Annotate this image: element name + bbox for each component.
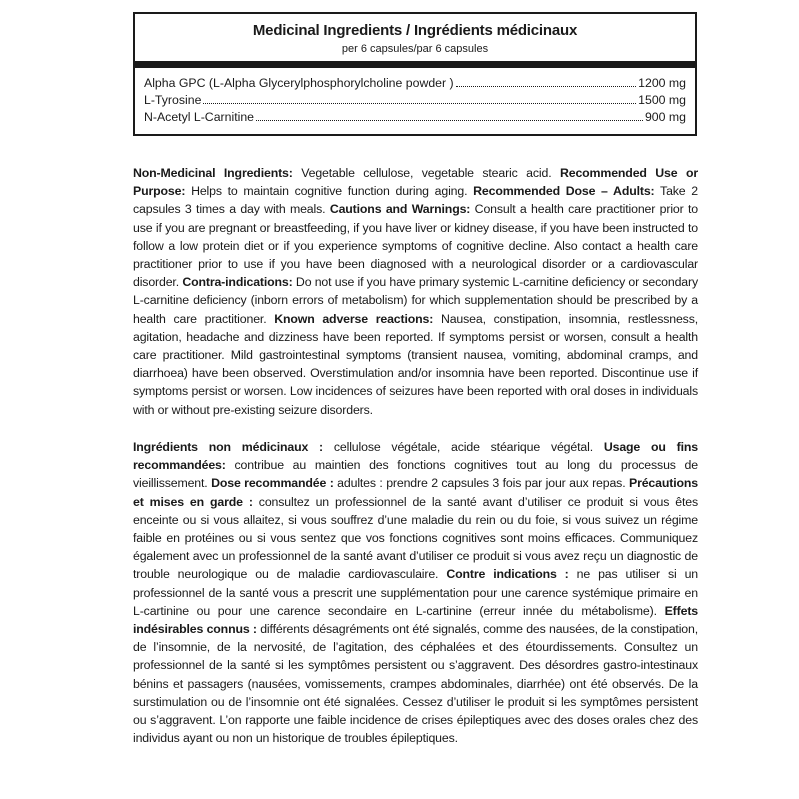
box-title: Medicinal Ingredients / Ingrédients médicinaux [252,22,578,39]
dose-recommandee-text: adultes : prendre 2 capsules 3 fois par jour aux repas. [333,476,629,491]
effets-indesirables-label: Effets indésirables connus : [133,603,698,637]
french-paragraph [133,438,698,747]
medicinal-ingredients-box [133,12,697,136]
dot-leader [456,76,637,87]
adverse-reactions-label: Known adverse reactions: [274,311,434,326]
contre-indications-text: ne pas utiliser si un professionnel de la santé vous a prescrit une supplémentation pour une carence systémique primaire en L-cartinine ou pour une carence secondaire en L-cartinine (erreur innée du métabolisme). [133,567,699,618]
ingredient-amount: 1500 mg [638,93,686,107]
usage-text: contribue au maintien des fonctions cognitives tout au long du processus de vieillissement. [133,458,698,491]
heavy-rule [135,61,695,68]
english-paragraph [133,164,698,419]
contre-indications-label: Contre indications : [446,567,569,582]
cautions-label: Cautions and Warnings: [329,202,471,217]
cautions-text: Consult a health care practitioner prior to use if you are pregnant or breastfeeding, if you have liver or kidney disease, if you have been instructed to follow a low protein diet or if you experience symptoms of cognitive decline. Also contact a health care practitioner prior to use if you have been diagnosed with a neurological disorder or a cardiovascular disorder. [133,202,698,290]
dot-leader [256,110,643,121]
ingredient-amount: 900 mg [644,110,686,124]
contra-indications-text: Do not use if you have primary systemic L-carnitine deficiency or secondary L-carnitine deficiency (inborn errors of metabolism) for which supplementation should be prescribed by a health care practitioner. [133,275,698,326]
dot-leader [203,93,636,104]
ingredient-name: L-Tyrosine [144,93,202,107]
effets-indesirables-text: différents désagréments ont été signalés, comme des nausées, de la constipation, de l’insomnie, de la nervosité, de l’agitation, des céphalées et des étourdissements. Consultez un professionnel de la santé si les symptômes persistent ou s’aggravent. Des désordres gastro-intestinaux bénins et passagers (nausées, vomissements, crampes abdominales, diarrhée) ont été observés. De la surstimulation ou de l’insomnie ont été signalées. Cessez d’utiliser le produit si les symptômes persistent ou s’aggravent. L’on rapporte une faible incidence de crises épileptiques avec des doses orales chez des individus ayant ou non un historique de troubles épileptiques. [133,622,699,746]
ingredient-list [144,75,686,126]
recommended-use-text: Helps to maintain cognitive function during aging. [185,184,474,199]
precautions-text: consultez un professionnel de la santé avant d’utiliser ce produit si vous êtes enceinte ou si vous allaitez, si vous souffrez d’une maladie du rein ou du foie, si vous suivez un régime faible en protéines ou si vous sentez que vos fonctions cognitives sont moins efficaces. Communiquez également avec un professionnel de la santé avant d’utiliser ce produit si vous avez reçu un diagnostic de trouble neurologique ou de maladie cardiovasculaire. [133,494,698,582]
ingredients-non-medicinaux-label: Ingrédients non médicinaux : [133,440,324,454]
ingredient-row [144,109,686,126]
contra-indications-label: Contra-indications: [182,275,293,290]
ingredients-non-medicinaux-text: cellulose végétale, acide stéarique végétal. [323,440,604,454]
ingredient-row [144,92,686,109]
adverse-reactions-text: Nausea, constipation, insomnia, restlessness, agitation, headache and dizziness have been reported. If symptoms persist or worsen, consult a health care practitioner. Mild gastrointestinal symptoms (transient nausea, vomiting, abdominal cramps, and diarrhoea) have been observed. Overstimulation and/or insomnia have been reported. Discontinue use if symptoms persist or worsen. Low incidences of seizures have been reported with oral doses in individuals with or without pre-existing seizure disorders. [133,311,698,417]
ingredient-name: N-Acetyl L-Carnitine [144,110,255,124]
box-subtitle: per 6 capsules/par 6 capsules [341,43,489,55]
non-medicinal-label: Non-Medicinal Ingredients: [133,166,293,180]
ingredient-amount: 1200 mg [638,76,686,90]
usage-label: Usage ou fins recommandées: [133,440,698,473]
recommended-dose-label: Recommended Dose – Adults: [473,184,655,199]
non-medicinal-text: Vegetable cellulose, vegetable stearic acid. [292,166,560,180]
dose-recommandee-label: Dose recommandée : [211,476,334,491]
recommended-use-label: Recommended Use or Purpose: [133,166,699,199]
ingredient-row [144,75,686,92]
recommended-dose-text: Take 2 capsules 3 times a day with meals. [133,184,698,217]
ingredient-name: Alpha GPC (L-Alpha Glycerylphosphorylcholine powder ) [144,76,454,90]
precautions-label: Précautions et mises en garde : [133,476,698,509]
